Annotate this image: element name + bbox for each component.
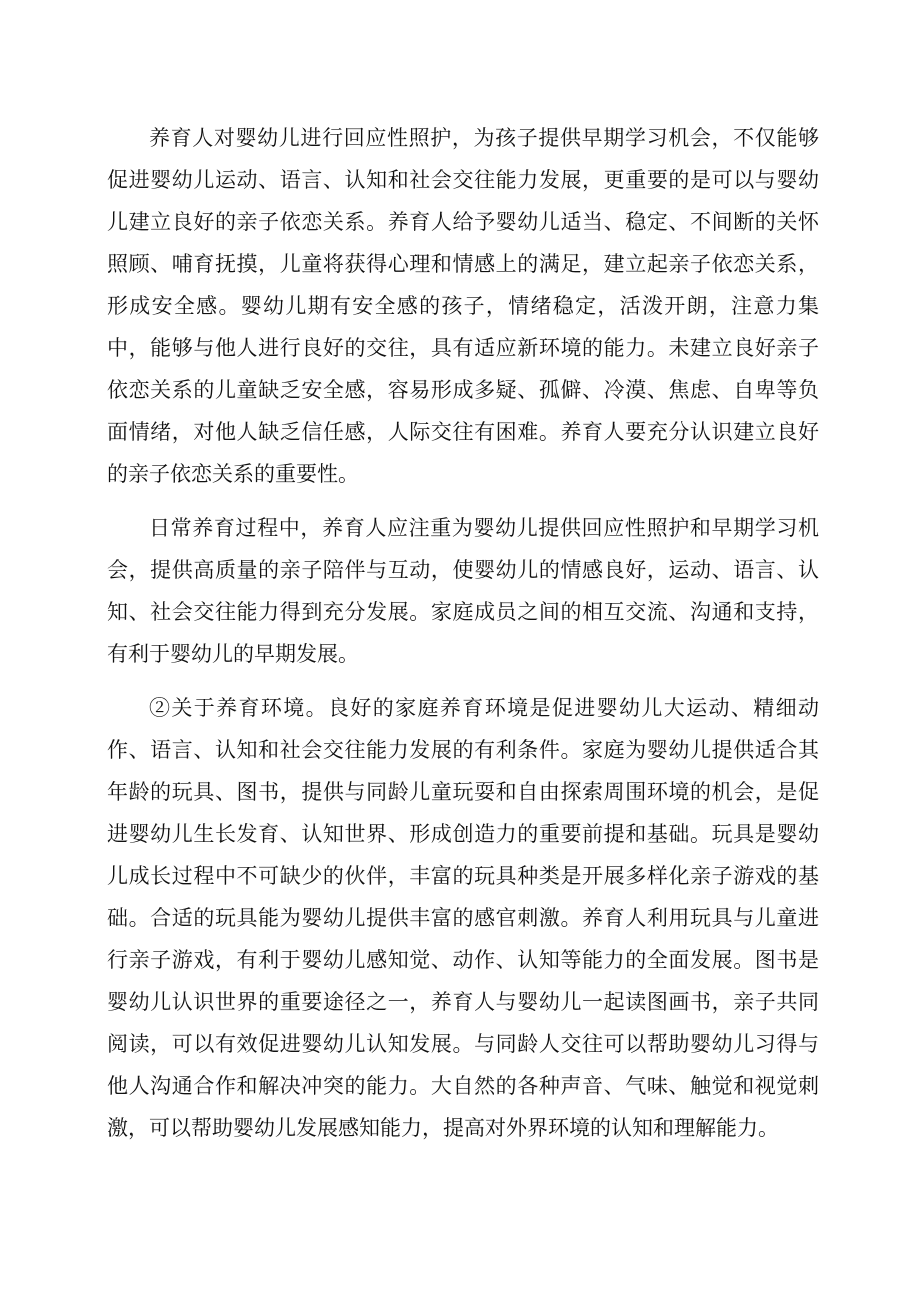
paragraph-parenting-environment: ②关于养育环境。良好的家庭养育环境是促进婴幼儿大运动、精细动作、语言、认知和社会交往能力发展的有利条件。家庭为婴幼儿提供适合其年龄的玩具、图书，提供与同龄儿童玩耍和自由探索周围环境的机会，是促进婴幼儿生长发育、认知世界、形成创造力的重要前提和基础。玩具是婴幼儿成长过程中不可缺少的伙伴，丰富的玩具种类是开展多样化亲子游戏的基础。合适的玩具能为婴幼儿提供丰富的感官刺激。养育人利用玩具与儿童进行亲子游戏，有利于婴幼儿感知觉、动作、认知等能力的全面发展。图书是婴幼儿认识世界的重要途径之一，养育人与婴幼儿一起读图画书，亲子共同阅读，可以有效促进婴幼儿认知发展。与同龄人交往可以帮助婴幼儿习得与他人沟通合作和解决冲突的能力。大自然的各种声音、气味、触觉和视觉刺激，可以帮助婴幼儿发展感知能力，提高对外界环境的认知和理解能力。 [107, 696, 819, 1140]
paragraph-responsive-care: 养育人对婴幼儿进行回应性照护，为孩子提供早期学习机会，不仅能够促进婴幼儿运动、语言、认知和社会交往能力发展，更重要的是可以与婴幼儿建立良好的亲子依恋关系。养育人给予婴幼儿适当、稳定、不间断的关怀照顾、哺育抚摸，儿童将获得心理和情感上的满足，建立起亲子依恋关系，形成安全感。婴幼儿期有安全感的孩子，情绪稳定，活泼开朗，注意力集中，能够与他人进行良好的交往，具有适应新环境的能力。未建立良好亲子依恋关系的儿童缺乏安全感，容易形成多疑、孤僻、冷漠、焦虑、自卑等负面情绪，对他人缺乏信任感，人际交往有困难。养育人要充分认识建立良好的亲子依恋关系的重要性。 [107, 126, 819, 486]
paragraph-daily-parenting: 日常养育过程中，养育人应注重为婴幼儿提供回应性照护和早期学习机会，提供高质量的亲子陪伴与互动，使婴幼儿的情感良好，运动、语言、认知、社会交往能力得到充分发展。家庭成员之间的相互交流、沟通和支持，有利于婴幼儿的早期发展。 [107, 516, 819, 666]
document-body [107, 117, 819, 1149]
